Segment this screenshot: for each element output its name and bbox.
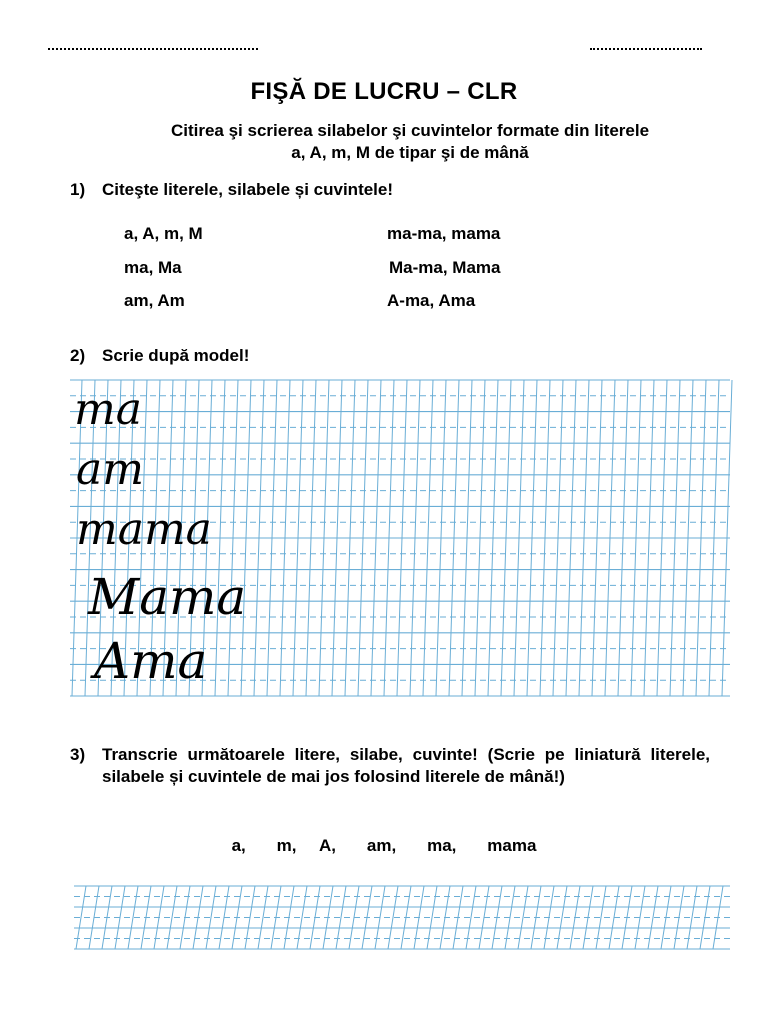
ruling-block-task-3[interactable] xyxy=(74,886,730,949)
task-3-block xyxy=(70,744,710,788)
task-1-right-item: ma-ma, mama xyxy=(387,224,501,243)
subtitle-line-2: a, A, m, M de tipar şi de mână xyxy=(291,143,529,162)
cursive-model-word: mama xyxy=(76,504,212,555)
task-2-number: 2) xyxy=(70,346,86,365)
cursive-model-word: ma xyxy=(74,384,142,435)
task-1-left-item: ma, Ma xyxy=(124,258,182,277)
cursive-model-word: Ama xyxy=(94,632,208,690)
task-1-right-item: Ma-ma, Mama xyxy=(389,258,501,277)
task-2-text: Scrie după model! xyxy=(102,346,250,365)
task-1-right-item: A-ma, Ama xyxy=(387,291,476,310)
task-3-text: Transcrie următoarele litere, silabe, cuvinte! (Scrie pe liniatură literele, silabele și cuvintele de mai jos folosind literele de mână!) xyxy=(102,745,710,786)
page-title: FIŞĂ DE LUCRU – CLR xyxy=(250,78,518,105)
cursive-model-word: Mama xyxy=(88,568,247,626)
cursive-model-word: am xyxy=(76,444,144,495)
task-3-number: 3) xyxy=(70,745,86,764)
task-1-left-item: am, Am xyxy=(124,291,185,310)
task-3-items: a, m, A, am, ma, mama xyxy=(231,836,537,855)
task-1-left-item: a, A, m, M xyxy=(124,224,203,243)
subtitle-line-1: Citirea şi scrierea silabelor şi cuvintelor formate din literele xyxy=(170,121,650,140)
task-1-number: 1) xyxy=(70,180,86,199)
task-1-text: Citeşte literele, silabele și cuvintele! xyxy=(102,180,394,199)
